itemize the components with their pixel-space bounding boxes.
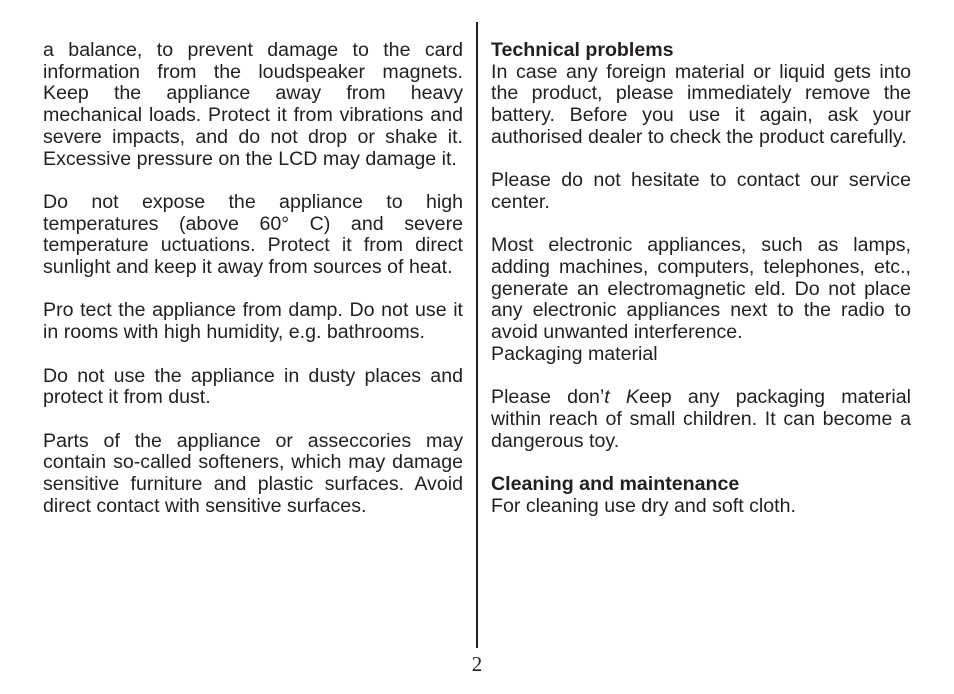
- paragraph-packaging: [491, 387, 911, 452]
- right-column: [491, 40, 911, 539]
- column-divider: [476, 22, 478, 648]
- cleaning-text: For cleaning use dry and soft cloth.: [491, 494, 796, 517]
- packaging-material-label: Packaging material: [491, 342, 658, 365]
- packaging-text-end: eep any packaging material within reach of small children. It can become a dangerous toy.: [491, 386, 911, 452]
- paragraph-dust: Do not use the appliance in dusty places and protect it from dust.: [43, 364, 463, 409]
- paragraph-card-protection: a balance, to prevent damage to the card information from the loudspeaker magnets. Keep the appliance away from heavy mechanical loads. Protect it from vibrations and severe impacts, and do not drop or shake it. Excessive pressure on the LCD may damage it.: [43, 39, 463, 170]
- technical-problems-text: In case any foreign material or liquid gets into the product, please immediately remove the battery. Before you use it again, ask your authorised dealer to check the product carefully.: [491, 60, 911, 148]
- paragraph-interference: Most electronic appliances, such as lamps, adding machines, computers, telephones, etc., generate an electromagnetic eld. Do not place any electronic appliances next to the radio to avoid unwanted interference.: [491, 234, 911, 344]
- paragraph-softeners: Parts of the appliance or asseccories may contain so-called softeners, which may damage sensitive furniture and plastic surfaces. Avoid direct contact with sensitive surfaces.: [43, 429, 463, 517]
- technical-problems-heading: Technical problems: [491, 39, 674, 61]
- paragraph-damp: Pro tect the appliance from damp. Do not use it in rooms with high humidity, e.g. bathrooms.: [43, 299, 463, 344]
- left-column: [43, 40, 463, 539]
- packaging-text-start: Please don’: [491, 386, 605, 409]
- paragraph-service-center: Please do not hesitate to contact our service center.: [491, 169, 911, 213]
- page-number: 2: [471, 652, 483, 676]
- paragraph-temperature: Do not expose the appliance to high temperatures (above 60° C) and severe temperature uctuations. Protect it from direct sunlight and keep it away from sources of heat.: [43, 190, 463, 279]
- section-cleaning: [491, 474, 911, 517]
- section-technical-problems: [491, 40, 911, 149]
- cleaning-heading: Cleaning and maintenance: [491, 473, 740, 495]
- packaging-text-italic: t K: [604, 386, 639, 409]
